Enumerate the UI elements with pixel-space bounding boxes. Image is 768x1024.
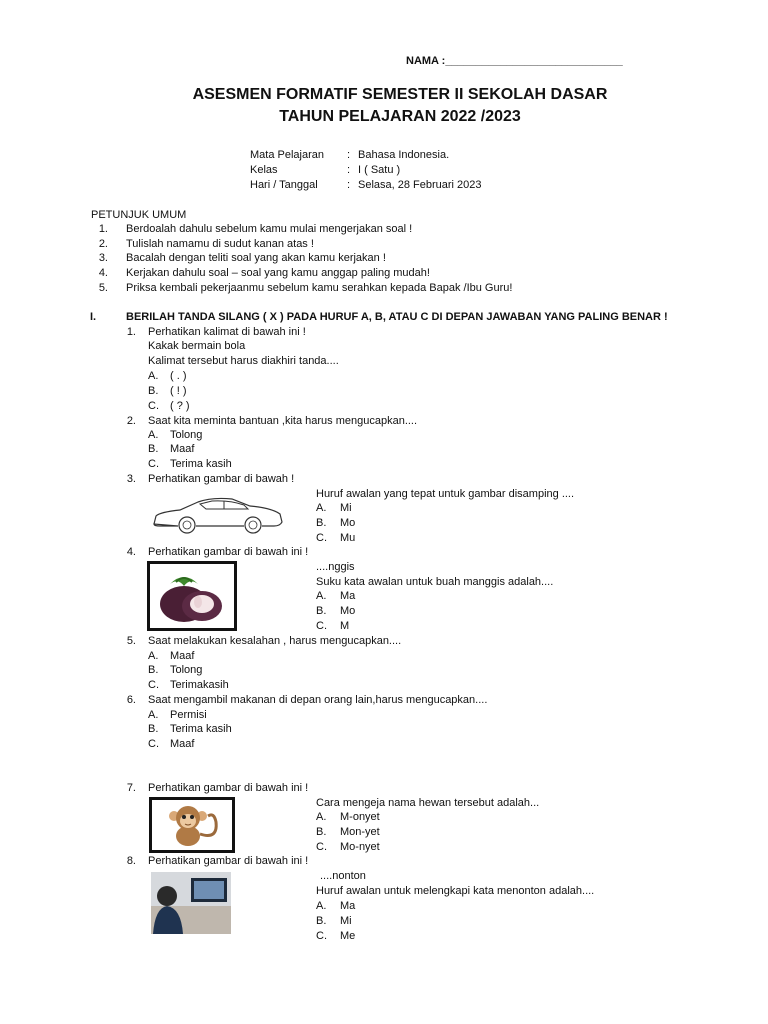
option-letter: C. (316, 930, 327, 942)
meta-label-subject: Mata Pelajaran (250, 149, 324, 161)
page-title: ASESMEN FORMATIF SEMESTER II SEKOLAH DASAR (192, 86, 608, 103)
question-number: 8. (126, 855, 136, 867)
option-text: Tolong (170, 664, 203, 676)
monkey-image (149, 797, 235, 853)
question-sentence: Kakak bermain bola (148, 340, 246, 352)
option-letter: B. (148, 385, 159, 397)
question-number: 4. (126, 546, 136, 558)
question-number: 6. (126, 694, 136, 706)
option-letter: C. (316, 841, 327, 853)
option-letter: C. (148, 400, 159, 412)
question-text: Perhatikan kalimat di bawah ini ! (148, 326, 306, 338)
question-number: 5. (126, 635, 136, 647)
instruction-number: 3. (98, 252, 108, 264)
option-text: Mo (340, 605, 356, 617)
meta-sep: : (347, 149, 351, 161)
instruction-number: 5. (98, 282, 108, 294)
meta-sep: : (347, 164, 351, 176)
option-text: Terima kasih (170, 458, 232, 470)
option-letter: A. (316, 502, 327, 514)
question-number: 1. (126, 326, 136, 338)
option-text: ( . ) (170, 370, 187, 382)
name-field (406, 55, 623, 67)
question-number: 2. (126, 415, 136, 427)
instruction-number: 1. (98, 223, 108, 235)
question-prompt: Cara mengeja nama hewan tersebut adalah... (316, 797, 540, 809)
option-letter: C. (148, 458, 159, 470)
option-letter: A. (316, 900, 327, 912)
instruction-item: Berdoalah dahulu sebelum kamu mulai mengerjakan soal ! (126, 223, 413, 235)
option-letter: B. (316, 605, 327, 617)
name-label: NAMA : (406, 55, 446, 67)
option-text: Maaf (170, 443, 195, 455)
instruction-number: 4. (98, 267, 108, 279)
meta-value-class: I ( Satu ) (358, 164, 401, 176)
option-text: M (340, 620, 350, 632)
option-letter: B. (316, 826, 327, 838)
instruction-item: Bacalah dengan teliti soal yang akan kamu kerjakan ! (126, 252, 386, 264)
question-prompt: Huruf awalan yang tepat untuk gambar disamping .... (316, 488, 575, 500)
option-letter: B. (148, 664, 159, 676)
name-blank: _____________________________ (445, 55, 623, 67)
fill-in-word: ....nonton (320, 870, 366, 882)
question-prompt: Kalimat tersebut harus diakhiri tanda.... (148, 355, 339, 367)
meta-value-subject: Bahasa Indonesia. (358, 149, 450, 161)
option-letter: A. (148, 709, 159, 721)
option-text: ( ? ) (170, 400, 190, 412)
question-text: Saat melakukan kesalahan , harus mengucapkan.... (148, 635, 402, 647)
option-letter: C. (148, 738, 159, 750)
section-number: I. (90, 311, 97, 323)
option-text: Tolong (170, 429, 203, 441)
question-text: Perhatikan gambar di bawah ! (148, 473, 295, 485)
instruction-item: Tulislah namamu di sudut kanan atas ! (126, 238, 314, 250)
option-text: Ma (340, 900, 356, 912)
option-text: Me (340, 930, 356, 942)
option-text: Mu (340, 532, 356, 544)
option-text: Mi (340, 915, 352, 927)
question-number: 3. (126, 473, 136, 485)
section-heading: BERILAH TANDA SILANG ( X ) PADA HURUF A, B, ATAU C DI DEPAN JAWABAN YANG PALING BENAR ! (126, 311, 668, 323)
option-letter: C. (148, 679, 159, 691)
watching-tv-image (151, 872, 231, 934)
option-text: M-onyet (340, 811, 380, 823)
question-prompt: Huruf awalan untuk melengkapi kata menonton adalah.... (316, 885, 595, 897)
option-text: Mo-nyet (340, 841, 380, 853)
option-letter: B. (316, 517, 327, 529)
option-text: Terima kasih (170, 723, 232, 735)
fill-in-word: ....nggis (316, 561, 355, 573)
option-text: ( ! ) (170, 385, 187, 397)
option-letter: B. (148, 723, 159, 735)
option-letter: C. (316, 620, 327, 632)
option-text: Terimakasih (170, 679, 229, 691)
option-letter: B. (316, 915, 327, 927)
option-text: Mo (340, 517, 356, 529)
instruction-number: 2. (98, 238, 108, 250)
question-number: 7. (126, 782, 136, 794)
option-letter: A. (148, 370, 159, 382)
option-text: Mon-yet (340, 826, 380, 838)
option-letter: A. (148, 429, 159, 441)
option-letter: A. (148, 650, 159, 662)
instruction-item: Kerjakan dahulu soal – soal yang kamu anggap paling mudah! (126, 267, 430, 279)
instructions-heading: PETUNJUK UMUM (91, 209, 187, 221)
page-subtitle: TAHUN PELAJARAN 2022 /2023 (279, 108, 521, 125)
meta-sep: : (347, 179, 351, 191)
question-text: Saat kita meminta bantuan ,kita harus mengucapkan.... (148, 415, 418, 427)
option-letter: B. (148, 443, 159, 455)
instruction-item: Priksa kembali pekerjaanmu sebelum kamu serahkan kepada Bapak /Ibu Guru! (126, 282, 513, 294)
option-text: Maaf (170, 650, 195, 662)
option-text: Maaf (170, 738, 195, 750)
question-text: Perhatikan gambar di bawah ini ! (148, 546, 309, 558)
meta-value-date: Selasa, 28 Februari 2023 (358, 179, 482, 191)
mangosteen-image (147, 561, 237, 631)
car-image (150, 494, 286, 538)
option-letter: A. (316, 811, 327, 823)
option-letter: C. (316, 532, 327, 544)
question-text: Perhatikan gambar di bawah ini ! (148, 855, 309, 867)
option-text: Mi (340, 502, 352, 514)
option-text: Ma (340, 590, 356, 602)
question-text: Perhatikan gambar di bawah ini ! (148, 782, 309, 794)
option-text: Permisi (170, 709, 207, 721)
option-letter: A. (316, 590, 327, 602)
meta-label-date: Hari / Tanggal (250, 179, 318, 191)
question-prompt: Suku kata awalan untuk buah manggis adalah.... (316, 576, 554, 588)
question-text: Saat mengambil makanan di depan orang lain,harus mengucapkan.... (148, 694, 488, 706)
meta-label-class: Kelas (250, 164, 278, 176)
